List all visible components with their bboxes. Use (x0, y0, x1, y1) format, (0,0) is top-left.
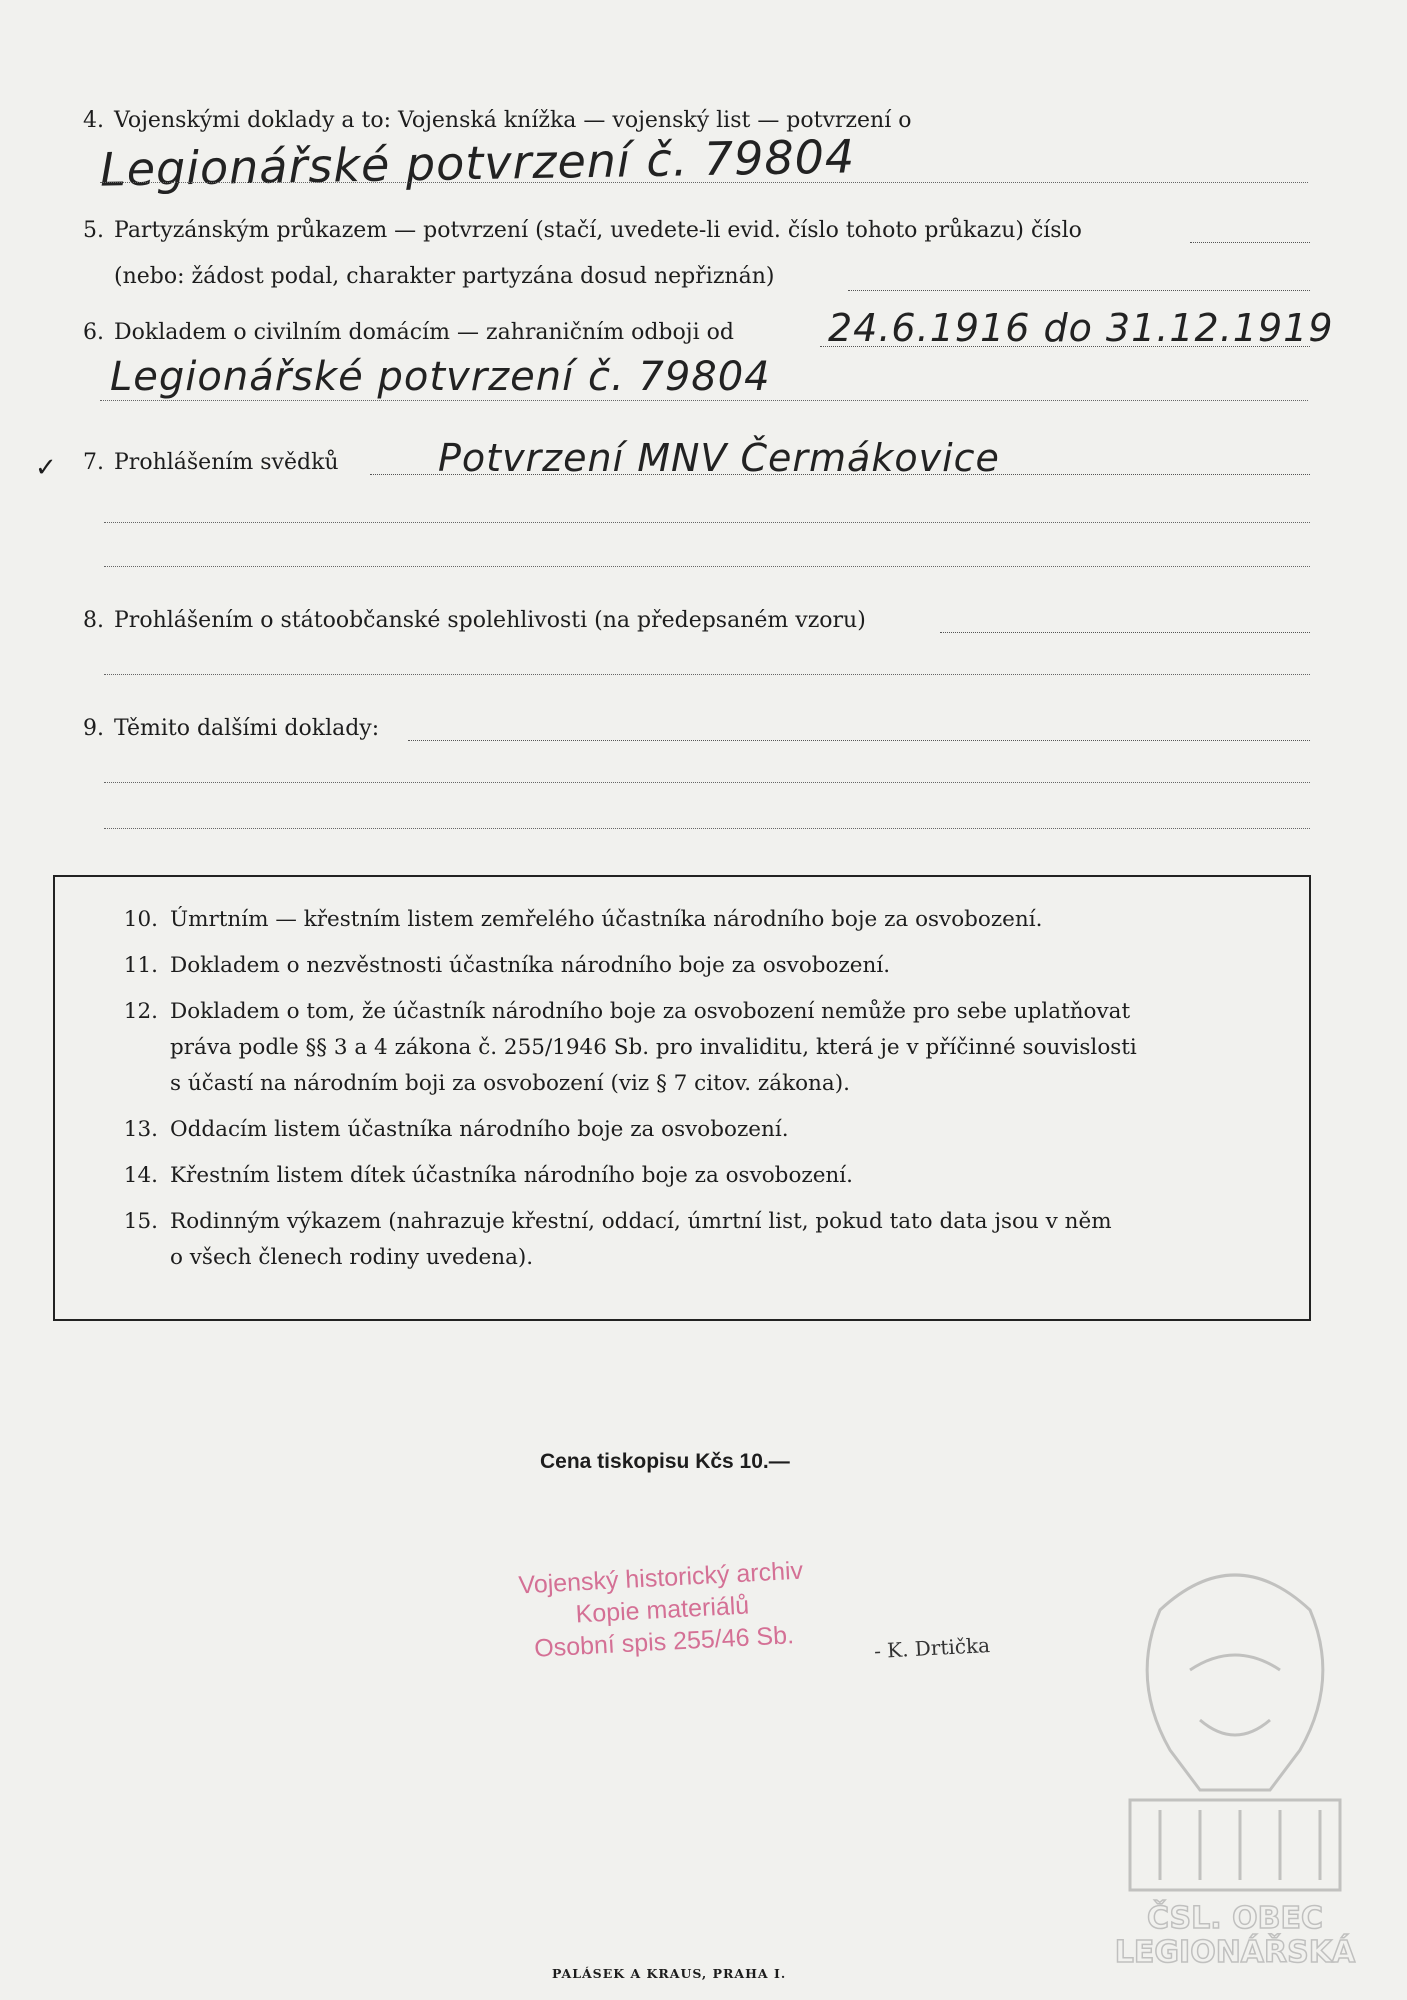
item-number: 12. (123, 999, 158, 1024)
stamp-handwritten-note: - K. Drtička (873, 1632, 991, 1664)
box-item-14 (110, 1157, 853, 1194)
item-number: 9. (83, 716, 104, 741)
handwritten-entry: Potvrzení MNV Čermákovice (438, 436, 1000, 480)
fill-line (100, 400, 1308, 401)
item-text: Úmrtním — křestním listem zemřelého účastníka národního boje za osvobození. (170, 907, 1043, 932)
item-number: 15. (123, 1209, 158, 1234)
item-9 (64, 716, 379, 741)
instructions-box (53, 875, 1311, 1321)
item-text: Partyzánským průkazem — potvrzení (stačí, uvedete-li evid. číslo tohoto průkazu) číslo (114, 218, 1082, 243)
box-item-13 (110, 1111, 789, 1148)
item-text: Dokladem o nezvěstnosti účastníka národního boje za osvobození. (170, 953, 891, 978)
item-text: Oddacím listem účastníka národního boje za osvobození. (170, 1117, 789, 1142)
item-text: Prohlášením svědků (114, 450, 339, 475)
item-8 (64, 608, 866, 633)
fill-line (104, 782, 1310, 783)
fill-line (104, 522, 1310, 523)
box-item-10 (110, 901, 1042, 938)
item-text: Prohlášením o státoobčanské spolehlivosti (na předepsaném vzoru) (114, 608, 866, 633)
fill-line (104, 674, 1310, 675)
item-number: 8. (83, 608, 104, 633)
printer-imprint: PALÁSEK A KRAUS, PRAHA I. (552, 1966, 787, 1981)
item-text: s účastí na národním boji za osvobození (viz § 7 citov. zákona). (170, 1071, 850, 1096)
fill-line (940, 632, 1310, 633)
box-item-12-line-3 (170, 1065, 850, 1102)
item-text: práva podle §§ 3 a 4 zákona č. 255/1946 Sb. pro invaliditu, která je v příčinné souvislosti (170, 1035, 1137, 1060)
fill-line (820, 346, 1310, 347)
item-number: 10. (123, 907, 158, 932)
item-number: 6. (83, 320, 104, 345)
box-item-15 (110, 1203, 1112, 1240)
check-mark-icon: ✓ (35, 453, 57, 483)
fill-line (370, 474, 1310, 475)
item-number: 5. (83, 218, 104, 243)
handwritten-date: 24.6.1916 do 31.12.1919 (828, 306, 1334, 350)
legion-emblem-watermark (1100, 1550, 1370, 1970)
item-5-note (114, 264, 774, 289)
fill-line (1190, 242, 1310, 243)
form-price: Cena tiskopisu Kčs 10.— (540, 1450, 790, 1473)
stamp-line: Osobní spis 255/46 Sb. (533, 1621, 795, 1663)
item-number: 4. (83, 108, 104, 133)
item-7 (64, 450, 339, 475)
archive-stamp (518, 1555, 807, 1666)
item-text: Dokladem o tom, že účastník národního boje za osvobození nemůže pro sebe uplatňovat (170, 999, 1131, 1024)
fill-line (104, 566, 1310, 567)
item-text: o všech členech rodiny uvedena). (170, 1245, 534, 1270)
item-text: Křestním listem dítek účastníka národního boje za osvobození. (170, 1163, 853, 1188)
item-text: Rodinným výkazem (nahrazuje křestní, oddací, úmrtní list, pokud tato data jsou v něm (170, 1209, 1112, 1234)
item-number: 7. (83, 450, 104, 475)
item-text: Vojenskými doklady a to: Vojenská knížka — vojenský list — potvrzení o (114, 108, 912, 133)
item-4 (64, 108, 911, 133)
watermark-line-1: ČSL. OBEC (1146, 1901, 1324, 1936)
handwritten-entry: Legionářské potvrzení č. 79804 (99, 129, 856, 197)
item-number: 14. (123, 1163, 158, 1188)
box-item-12 (110, 993, 1130, 1030)
handwritten-entry: Legionářské potvrzení č. 79804 (110, 354, 771, 400)
stamp-line: Vojenský historický archiv (517, 1556, 804, 1600)
fill-line (848, 290, 1310, 291)
watermark-line-2: LEGIONÁŘSKÁ (1114, 1935, 1356, 1970)
item-number: 13. (123, 1117, 158, 1142)
item-5 (64, 218, 1082, 243)
stamp-line: Kopie materiálů (574, 1591, 750, 1629)
box-item-12-line-2 (170, 1029, 1137, 1066)
box-item-11 (110, 947, 890, 984)
fill-line (100, 182, 1308, 183)
fill-line (104, 828, 1310, 829)
item-text: (nebo: žádost podal, charakter partyzána dosud nepřiznán) (114, 264, 775, 289)
item-text: Dokladem o civilním domácím — zahraničním odboji od (114, 320, 734, 345)
item-text: Těmito dalšími doklady: (114, 716, 380, 741)
item-number: 11. (123, 953, 158, 978)
item-6 (64, 320, 734, 345)
box-item-15-line-2 (170, 1239, 533, 1276)
fill-line (408, 740, 1310, 741)
